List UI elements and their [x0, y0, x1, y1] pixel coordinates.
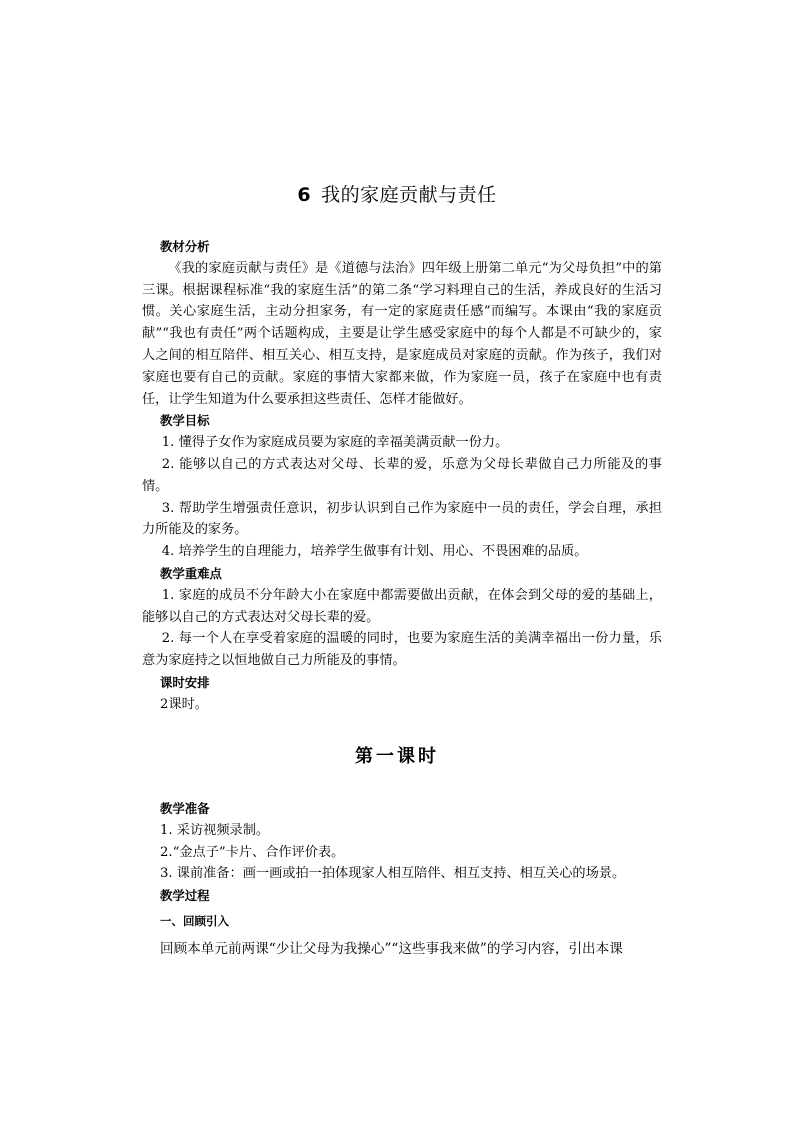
prep-item: 2.“金点子”卡片、合作评价表。	[160, 844, 345, 860]
period-title: 第一课时	[355, 746, 439, 767]
process-text: 回顾本单元前两课“少让父母为我操心”“这些事我来做”的学习内容，引出本课	[160, 940, 623, 957]
lesson-number: 6	[297, 184, 312, 206]
analysis-paragraph: 《我的家庭贡献与责任》是《道德与法治》四年级上册第二单元“为父母负担”中的第三课。根据课程标准“我的家庭生活”的第二条“学习料理自己的生活，养成良好的生活习惯。关心家庭生活，主动分担家务，有一定的家庭责任感”而编写。本课由“我的家庭贡献”“我也有责任”两个话题构成，主要是让学生感受家庭中的每个人都是不可缺少的，家人之间的相互陪伴、相互关心、相互支持，是家庭成员对家庭的贡献。作为孩子，我们对家庭也要有自己的贡献。家庭的事情大家都来做，作为家庭一员，孩子在家庭中也有责任，让学生知道为什么要承担这些责任、怎样才能做好。	[142, 260, 662, 407]
goal-item: 2. 能够以自己的方式表达对父母、长辈的爱，乐意为父母长辈做自己力所能及的事情。	[142, 456, 662, 494]
analysis-heading: 教材分析	[160, 239, 210, 254]
goal-item: 1. 懂得子女作为家庭成员要为家庭的幸福美满贡献一份力。	[161, 435, 509, 451]
process-subheading: 一、回顾引入	[160, 913, 229, 928]
keypoint-item: 2. 每一个人在享受着家庭的温暖的同时，也要为家庭生活的美满幸福出一份力量，乐意为家庭持之以恒地做自己力所能及的事情。	[142, 631, 662, 669]
keypoints-heading: 教学重难点	[160, 565, 222, 581]
process-heading: 教学过程	[160, 888, 210, 904]
schedule-heading: 课时安排	[160, 674, 210, 690]
goal-item: 4. 培养学生的自理能力，培养学生做事有计划、用心、不畏困难的品质。	[161, 544, 588, 560]
prep-heading: 教学准备	[160, 801, 210, 816]
goals-heading: 教学目标	[160, 413, 210, 429]
prep-item: 1. 采访视频录制。	[160, 822, 270, 838]
lesson-title-text: 我的家庭贡献与责任	[321, 184, 497, 206]
keypoint-item: 1. 家庭的成员不分年龄大小在家庭中都需要做出贡献，在体会到父母的爱的基础上，能够以自己的方式表达对父母长辈的爱。	[142, 587, 662, 625]
first-period	[142, 798, 662, 961]
schedule-text: 2课时。	[160, 696, 208, 712]
lesson-overview	[142, 236, 662, 716]
prep-item: 3. 课前准备：画一画或拍一拍体现家人相互陪伴、相互支持、相互关心的场景。	[160, 866, 626, 882]
lesson-title	[0, 180, 794, 207]
goal-item: 3. 帮助学生增强责任意识，初步认识到自己作为家庭中一员的责任，学会自理，承担力所能及的家务。	[142, 500, 662, 538]
